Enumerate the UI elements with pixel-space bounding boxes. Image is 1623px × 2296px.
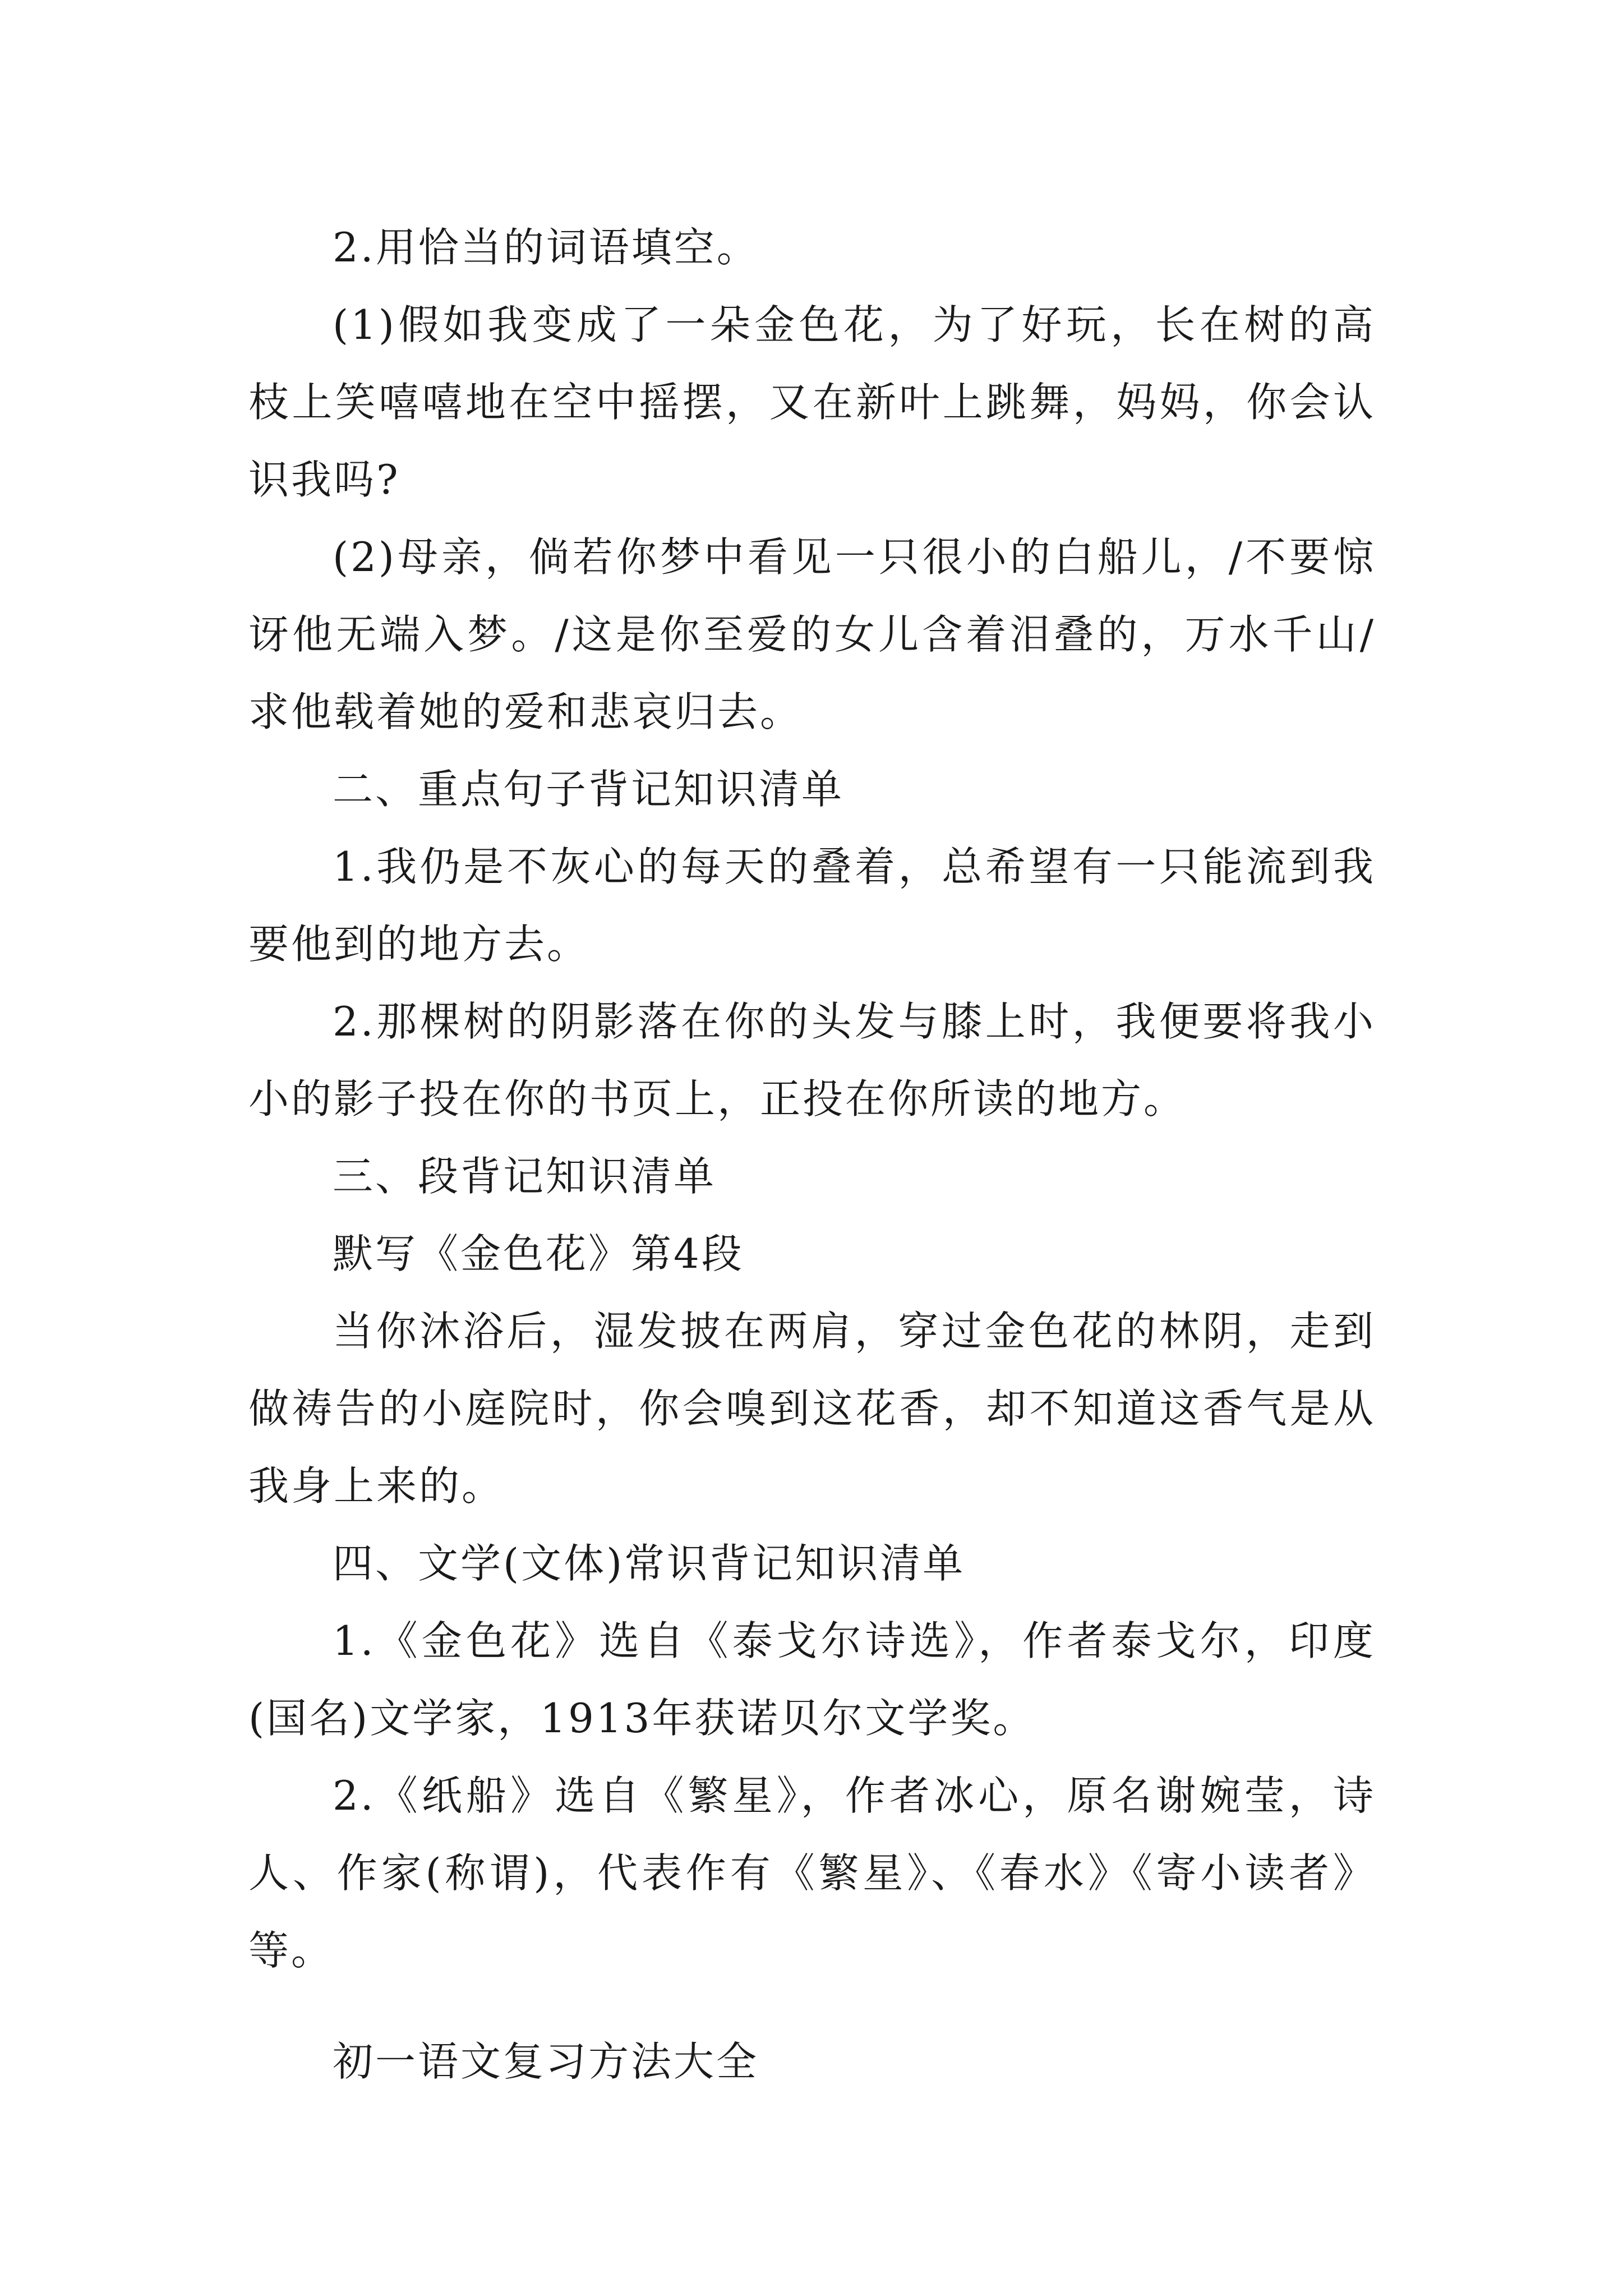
paragraph-sentence-2: 2.那棵树的阴影落在你的头发与膝上时，我便要将我小小的影子投在你的书页上，正投在你所读的地方。	[248, 998, 1376, 1122]
paragraph-knowledge-2: 2.《纸船》选自《繁星》，作者冰心，原名谢婉莹，诗人、作家(称谓)，代表作有《繁星》、《春水》《寄小读者》等。	[248, 1772, 1376, 1974]
paragraph-passage-text: 当你沐浴后，湿发披在两肩，穿过金色花的林阴，走到做祷告的小庭院时，你会嗅到这花香，却不知道这香气是从我身上来的。	[248, 1308, 1376, 1510]
section-heading-literary-knowledge: 四、文学(文体)常识背记知识清单	[333, 1540, 966, 1587]
paragraph-knowledge-1: 1.《金色花》选自《泰戈尔诗选》，作者泰戈尔，印度(国名)文学家，1913年获诺贝尔文学奖。	[248, 1617, 1376, 1742]
section-heading-key-sentences: 二、重点句子背记知识清单	[333, 766, 845, 813]
section-heading-review-methods: 初一语文复习方法大全	[333, 2038, 759, 2085]
paragraph-sentence-1: 1.我仍是不灰心的每天的叠着，总希望有一只能流到我要他到的地方去。	[248, 843, 1376, 968]
paragraph-dictation-title: 默写《金色花》第4段	[333, 1230, 744, 1277]
paragraph-item-2: (2)母亲，倘若你梦中看见一只很小的白船儿，/不要惊讶他无端入梦。/这是你至爱的女儿含着泪叠的，万水千山/求他载着她的爱和悲哀归去。	[248, 533, 1376, 735]
paragraph-item-1: (1)假如我变成了一朵金色花，为了好玩，长在树的高枝上笑嘻嘻地在空中摇摆，又在新叶上跳舞，妈妈，你会认识我吗?	[248, 301, 1376, 503]
section-heading-passage: 三、段背记知识清单	[333, 1153, 717, 1200]
paragraph-fill-blank-heading: 2.用恰当的词语填空。	[333, 224, 759, 271]
document-body	[248, 209, 1376, 2100]
